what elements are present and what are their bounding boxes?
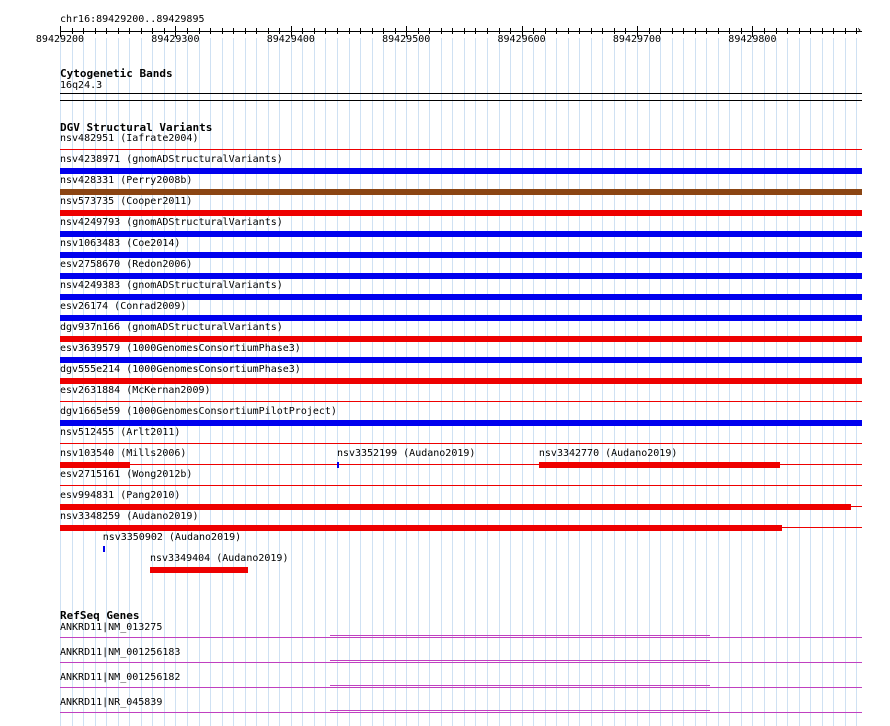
variant-label[interactable]: nsv103540 (Mills2006): [60, 448, 187, 459]
ruler-minor-tick: [452, 28, 453, 34]
ruler-minor-tick: [579, 28, 580, 34]
variant-label[interactable]: esv2758670 (Redon2006): [60, 259, 193, 270]
gene-model-bump: [330, 685, 710, 686]
ruler-minor-tick: [360, 28, 361, 34]
ruler-minor-tick: [683, 28, 684, 34]
variant-bar-loss[interactable]: [60, 378, 862, 384]
ruler-minor-tick: [95, 28, 96, 34]
gene-label[interactable]: ANKRD11|NM_013275: [60, 622, 163, 633]
region-label: chr16:89429200..89429895: [60, 14, 205, 25]
variant-bar-loss[interactable]: [60, 462, 130, 468]
gene-model-line[interactable]: [60, 687, 862, 688]
ruler-minor-tick: [799, 28, 800, 34]
ruler-tick-label: 89429800: [728, 34, 777, 45]
ruler-minor-tick: [695, 28, 696, 34]
variant-label[interactable]: nsv428331 (Perry2008b): [60, 175, 193, 186]
ruler-minor-tick: [706, 28, 707, 34]
variant-label[interactable]: esv2715161 (Wong2012b): [60, 469, 193, 480]
ruler-minor-tick: [372, 28, 373, 34]
variant-label[interactable]: nsv512455 (Arlt2011): [60, 427, 181, 438]
variant-label[interactable]: esv2631884 (McKernan2009): [60, 385, 211, 396]
ruler-minor-tick: [845, 28, 846, 34]
variant-bar-gain[interactable]: [60, 252, 862, 258]
variant-bar-loss[interactable]: [60, 336, 862, 342]
variant-label[interactable]: nsv4238971 (gnomADStructuralVariants): [60, 154, 283, 165]
variant-label[interactable]: nsv482951 (Iafrate2004): [60, 133, 199, 144]
variant-bar-gain[interactable]: [60, 420, 862, 426]
variant-label[interactable]: nsv3352199 (Audano2019): [336, 448, 476, 459]
cytoband-label: 16q24.3: [60, 80, 103, 91]
variant-label[interactable]: dgv1665e59 (1000GenomesConsortiumPilotProject): [60, 406, 337, 417]
ruler-minor-tick: [602, 28, 603, 34]
ruler-minor-tick: [487, 28, 488, 34]
cytoband-bar-bottom: [60, 100, 862, 101]
row-separator: [60, 485, 862, 486]
variant-label[interactable]: dgv555e214 (1000GenomesConsortiumPhase3): [60, 364, 301, 375]
variant-label[interactable]: nsv4249383 (gnomADStructuralVariants): [60, 280, 283, 291]
variant-label[interactable]: nsv3348259 (Audano2019): [60, 511, 199, 522]
ruler-minor-tick: [475, 28, 476, 34]
variant-bar-gain[interactable]: [60, 315, 862, 321]
variant-bar-loss[interactable]: [60, 504, 851, 510]
variant-bar-gain[interactable]: [60, 273, 862, 279]
ruler-tick-label: 89429400: [266, 34, 315, 45]
variant-bar-loss[interactable]: [539, 462, 780, 468]
ruler-minor-tick: [129, 28, 130, 34]
ruler-minor-tick: [787, 28, 788, 34]
ruler-minor-tick: [349, 28, 350, 34]
gene-label[interactable]: ANKRD11|NR_045839: [60, 697, 163, 708]
ruler-minor-tick: [822, 28, 823, 34]
variant-bar-gain[interactable]: [60, 294, 862, 300]
row-separator: [60, 401, 862, 402]
gene-model-line[interactable]: [60, 712, 862, 713]
ruler-tick-label: 89429600: [497, 34, 546, 45]
ruler-minor-tick: [672, 28, 673, 34]
variant-bar-gain[interactable]: [103, 546, 105, 552]
cytoband-bar-top: [60, 93, 862, 94]
ruler-minor-tick: [810, 28, 811, 34]
ruler-minor-tick: [222, 28, 223, 34]
ruler-minor-tick: [464, 28, 465, 34]
ruler-minor-tick: [556, 28, 557, 34]
row-separator: [60, 149, 862, 150]
gene-model-line[interactable]: [60, 637, 862, 638]
ruler-minor-tick: [233, 28, 234, 34]
variant-bar-complex[interactable]: [60, 189, 862, 195]
ruler-minor-tick: [141, 28, 142, 34]
gene-model-bump: [330, 660, 710, 661]
variant-label[interactable]: dgv937n166 (gnomADStructuralVariants): [60, 322, 283, 333]
cytoband-track-title: Cytogenetic Bands: [60, 67, 173, 80]
variant-label[interactable]: nsv1063483 (Coe2014): [60, 238, 181, 249]
variant-bar-loss[interactable]: [60, 525, 782, 531]
ruler-minor-tick: [718, 28, 719, 34]
ruler-minor-tick: [325, 28, 326, 34]
variant-bar-gain[interactable]: [60, 168, 862, 174]
ruler-minor-tick: [441, 28, 442, 34]
variant-label[interactable]: esv994831 (Pang2010): [60, 490, 181, 501]
ruler-minor-tick: [210, 28, 211, 34]
variant-bar-gain[interactable]: [337, 462, 339, 468]
refseq-track-title: RefSeq Genes: [60, 609, 140, 622]
variant-label[interactable]: esv26174 (Conrad2009): [60, 301, 187, 312]
variant-bar-gain[interactable]: [60, 231, 862, 237]
variant-bar-loss[interactable]: [60, 210, 862, 216]
ruler-minor-tick: [256, 28, 257, 34]
variant-bar-gain[interactable]: [60, 357, 862, 363]
gene-model-line[interactable]: [60, 662, 862, 663]
variant-label[interactable]: nsv3349404 (Audano2019): [150, 553, 289, 564]
ruler-tick-label: 89429700: [612, 34, 662, 45]
ruler-tick-label: 89429200: [35, 34, 85, 45]
ruler-end-arrow: ›: [856, 25, 863, 36]
gene-model-bump: [330, 635, 710, 636]
variant-label[interactable]: nsv4249793 (gnomADStructuralVariants): [60, 217, 283, 228]
ruler-minor-tick: [568, 28, 569, 34]
ruler-tick-label: 89429300: [151, 34, 200, 45]
ruler-minor-tick: [591, 28, 592, 34]
row-separator: [60, 443, 862, 444]
ruler-tick-label: 89429500: [382, 34, 431, 45]
variant-label[interactable]: nsv3350902 (Audano2019): [102, 532, 242, 543]
dgv-track-title: DGV Structural Variants: [60, 121, 213, 134]
ruler-minor-tick: [833, 28, 834, 34]
gene-model-bump: [330, 710, 710, 711]
ruler-minor-tick: [118, 28, 119, 34]
gene-label[interactable]: ANKRD11|NM_001256183: [60, 647, 181, 658]
variant-label[interactable]: nsv573735 (Cooper2011): [60, 196, 193, 207]
ruler-minor-tick: [245, 28, 246, 34]
gene-label[interactable]: ANKRD11|NM_001256182: [60, 672, 181, 683]
variant-label[interactable]: esv3639579 (1000GenomesConsortiumPhase3): [60, 343, 301, 354]
variant-label[interactable]: nsv3342770 (Audano2019): [538, 448, 678, 459]
ruler-minor-tick: [337, 28, 338, 34]
ruler-minor-tick: [106, 28, 107, 34]
variant-bar-loss[interactable]: [150, 567, 248, 573]
